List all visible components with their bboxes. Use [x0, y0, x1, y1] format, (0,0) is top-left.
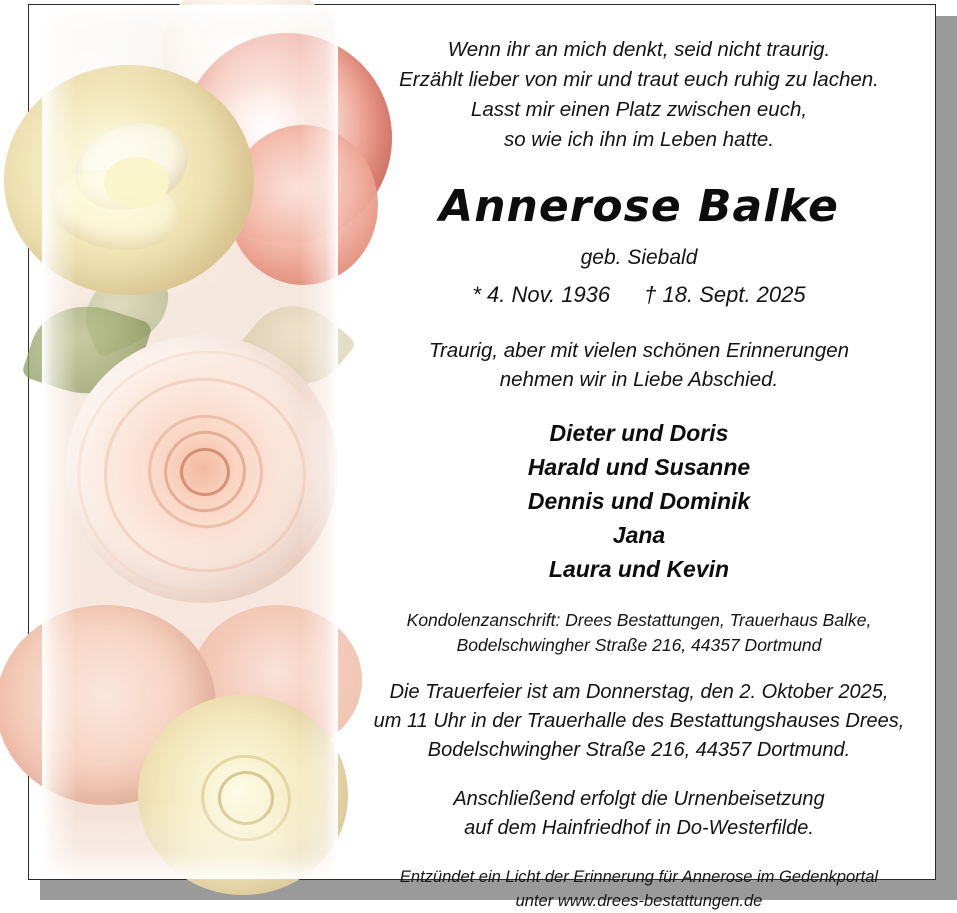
poem-block	[341, 35, 937, 155]
mourner-line: Jana	[612, 522, 666, 548]
poem-line: Erzählt lieber von mir und traut euch ruhig zu lachen.	[399, 68, 879, 91]
mourner-line: Dennis und Dominik	[527, 488, 751, 514]
deceased-name: Annerose Balke	[439, 181, 839, 232]
farewell-block	[341, 336, 937, 394]
farewell-line: Traurig, aber mit vielen schönen Erinnerungen	[428, 339, 850, 362]
mourner-line: Dieter und Doris	[549, 420, 729, 446]
mourner-line: Harald und Susanne	[527, 454, 751, 480]
maiden-name: geb. Siebald	[580, 246, 698, 269]
poem-line: Lasst mir einen Platz zwischen euch,	[470, 98, 808, 121]
condolence-address-block	[341, 608, 937, 658]
mourner-line: Laura und Kevin	[548, 556, 730, 582]
urn-burial-block	[341, 785, 937, 843]
life-dates	[341, 282, 937, 308]
condolence-line: Bodelschwingher Straße 216, 44357 Dortmund	[456, 635, 822, 655]
image-vignette	[42, 5, 338, 879]
ceremony-line: Die Trauerfeier ist am Donnerstag, den 2. Oktober 2025,	[389, 681, 889, 703]
memorial-line: Entzündet ein Licht der Erinnerung für Annerose im Gedenkportal	[399, 868, 879, 886]
memorial-portal-block	[341, 865, 937, 913]
ceremony-block	[341, 678, 937, 765]
poem-line: Wenn ihr an mich denkt, seid nicht traurig.	[447, 38, 831, 61]
birth-date: * 4. Nov. 1936	[472, 282, 611, 307]
poem-line: so wie ich ihn im Leben hatte.	[503, 128, 775, 151]
ceremony-line: um 11 Uhr in der Trauerhalle des Bestattungshauses Drees,	[373, 710, 905, 732]
condolence-line: Kondolenzanschrift: Drees Bestattungen, Trauerhaus Balke,	[406, 610, 872, 630]
memorial-website: unter www.drees-bestattungen.de	[515, 892, 763, 910]
obituary-card	[28, 4, 936, 910]
obituary-text-column	[341, 5, 937, 910]
urn-line: Anschließend erfolgt die Urnenbeisetzung	[453, 788, 825, 810]
ceremony-line: Bodelschwingher Straße 216, 44357 Dortmund.	[427, 739, 851, 761]
mourners-block	[341, 416, 937, 586]
urn-line: auf dem Hainfriedhof in Do-Westerfilde.	[464, 817, 814, 839]
farewell-line: nehmen wir in Liebe Abschied.	[499, 368, 779, 391]
roses-image	[42, 5, 338, 879]
death-date: † 18. Sept. 2025	[644, 282, 806, 307]
